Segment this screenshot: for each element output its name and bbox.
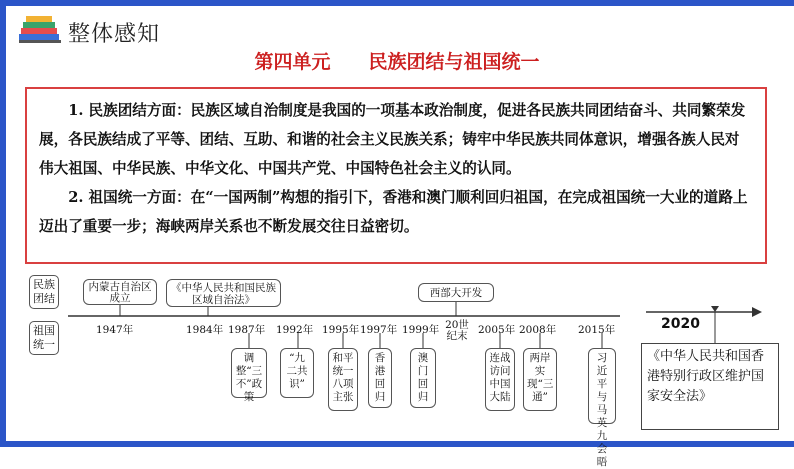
year-1999: 1999年 [402,324,440,336]
event-three-links: 两岸实现“三通” [523,348,557,411]
year-1995: 1995年 [322,324,360,336]
event-lien-chan-visit: 连战访问中国大陆 [485,348,515,411]
event-eight-point-proposal: 和平统一八项主张 [328,348,358,411]
event-hongkong-return: 香港回归 [368,348,392,408]
event-autonomy-law: 《中华人民共和国民族区域自治法》 [166,279,281,307]
event-adjust-three-nos: 调整“三不”政策 [231,348,267,398]
year-2008: 2008年 [519,324,557,336]
paragraph-reunification: 2. 祖国统一方面：在“一国两制”构想的指引下，香港和澳门顺利回归祖国，在完成祖国统一大业的道路上迈出了重要一步；海峡两岸关系也不断发展交往日益密切。 [39,189,748,235]
year-2005: 2005年 [478,324,516,336]
year-1987: 1987年 [228,324,266,336]
label-reunification: 祖国统一 [29,321,59,355]
label-national-unity: 民族团结 [29,275,59,309]
year-late-20c: 20世纪末 [445,319,469,342]
year-2020: 2020 [661,316,700,332]
event-inner-mongolia: 内蒙古自治区成立 [83,279,157,305]
event-western-development: 西部大开发 [418,283,494,302]
year-1984: 1984年 [186,324,224,336]
paragraph-national-unity: 1. 民族团结方面：民族区域自治制度是我国的一项基本政治制度，促进各民族共同团结奋斗、共同繁荣发展，各民族结成了平等、团结、互助、和谐的社会主义民族关系；铸牢中华民族共同体意识，增强各族人民对伟大祖国、中华民族、中华文化、中国共产党、中国特色社会主义的认同。 [39,102,746,177]
year-2015: 2015年 [578,324,616,336]
event-1992-consensus: “九二共识” [280,348,314,398]
event-macau-return: 澳门回归 [410,348,436,408]
year-1947: 1947年 [96,324,134,336]
event-xi-ma-meeting: 习近平与马英九会晤 [588,348,616,424]
section-label: 整体感知 [68,22,161,47]
unit-title: 第四单元 民族团结与祖国统一 [254,51,540,73]
event-hk-security-law: 《中华人民共和国香港特别行政区维护国家安全法》 [641,343,779,430]
year-1997: 1997年 [360,324,398,336]
year-1992: 1992年 [276,324,314,336]
